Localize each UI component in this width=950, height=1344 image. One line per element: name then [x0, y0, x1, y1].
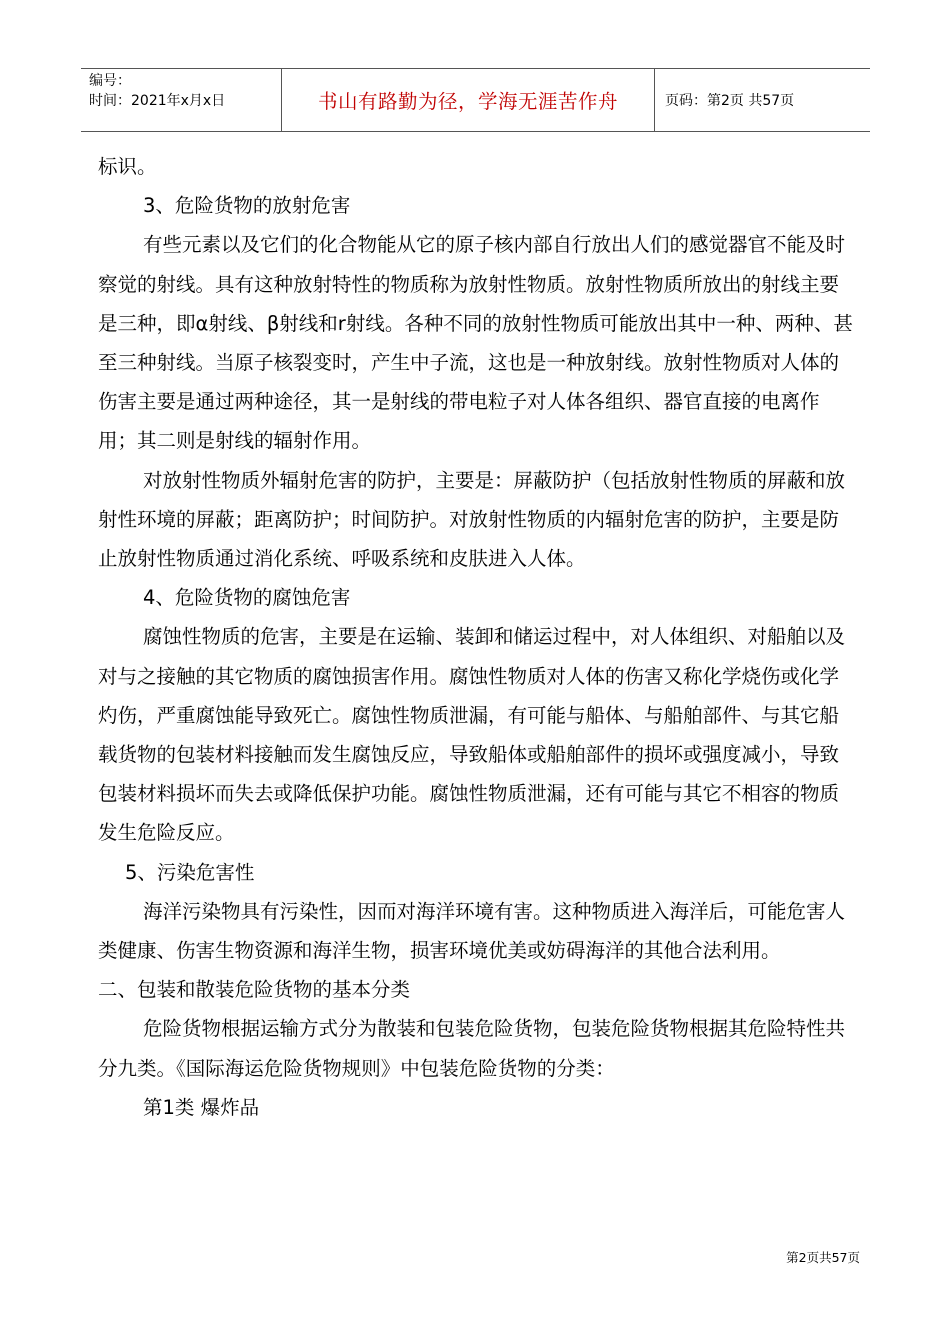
section-heading-pollution: 5、污染危害性 — [125, 860, 255, 884]
header-motto: 书山有路勤为径，学海无涯苦作舟 — [281, 69, 655, 131]
paragraph-radiation-description: 有些元素以及它们的化合物能从它的原子核内部自行放出人们的感觉器官不能及时察觉的射线。具有这种放射特性的物质称为放射性物质。放射性物质所放出的射线主要是三种，即α射线、β射线和r射线。各种不同的放射性物质可能放出其中一种、两种、甚至三种射线。当原子核裂变时，产生中子流，这也是一种放射线。放射性物质对人体的伤害主要是通过两种途径，其一是射线的带电粒子对人体各组织、器官直接的电离作用；其二则是射线的辐射作用。 — [98, 233, 853, 453]
page-footer-number: 第2页共57页 — [786, 1250, 860, 1265]
header-meta — [81, 69, 281, 131]
document-number-label: 编号： — [89, 73, 131, 89]
class-1-heading: 第1类 爆炸品 — [143, 1095, 260, 1119]
section-heading-classification: 二、包装和散装危险货物的基本分类 — [98, 978, 411, 1002]
page-header — [81, 68, 870, 132]
paragraph-pollution-description: 海洋污染物具有污染性，因而对海洋环境有害。这种物质进入海洋后，可能危害人类健康、伤害生物资源和海洋生物，损害环境优美或妨碍海洋的其他合法利用。 — [98, 899, 846, 963]
document-body — [98, 147, 854, 1127]
paragraph-corrosion-description: 腐蚀性物质的危害，主要是在运输、装卸和储运过程中，对人体组织、对船舶以及对与之接触的其它物质的腐蚀损害作用。腐蚀性物质对人体的伤害又称化学烧伤或化学灼伤，严重腐蚀能导致死亡。腐蚀性物质泄漏，有可能与船体、与船舶部件、与其它船载货物的包装材料接触而发生腐蚀反应，导致船体或船舶部件的损坏或强度减小，导致包装材料损坏而失去或降低保护功能。腐蚀性物质泄漏，还有可能与其它不相容的物质发生危险反应。 — [98, 625, 846, 845]
paragraph-continuation: 标识。 — [98, 155, 157, 178]
paragraph-radiation-protection: 对放射性物质外辐射危害的防护，主要是：屏蔽防护（包括放射性物质的屏蔽和放射性环境的屏蔽；距离防护；时间防护。对放射性物质的内辐射危害的防护，主要是防止放射性物质通过消化系统、呼吸系统和皮肤进入人体。 — [98, 468, 846, 571]
header-page-number: 页码：第2页 共57页 — [665, 93, 795, 109]
paragraph-classification-description: 危险货物根据运输方式分为散装和包装危险货物，包装危险货物根据其危险特性共分九类。《国际海运危险货物规则》中包装危险货物的分类： — [98, 1017, 846, 1080]
section-heading-corrosion: 4、危险货物的腐蚀危害 — [143, 586, 351, 610]
document-time-label: 时间：2021年x月x日 — [89, 93, 226, 109]
section-heading-radiation: 3、危险货物的放射危害 — [143, 194, 351, 218]
